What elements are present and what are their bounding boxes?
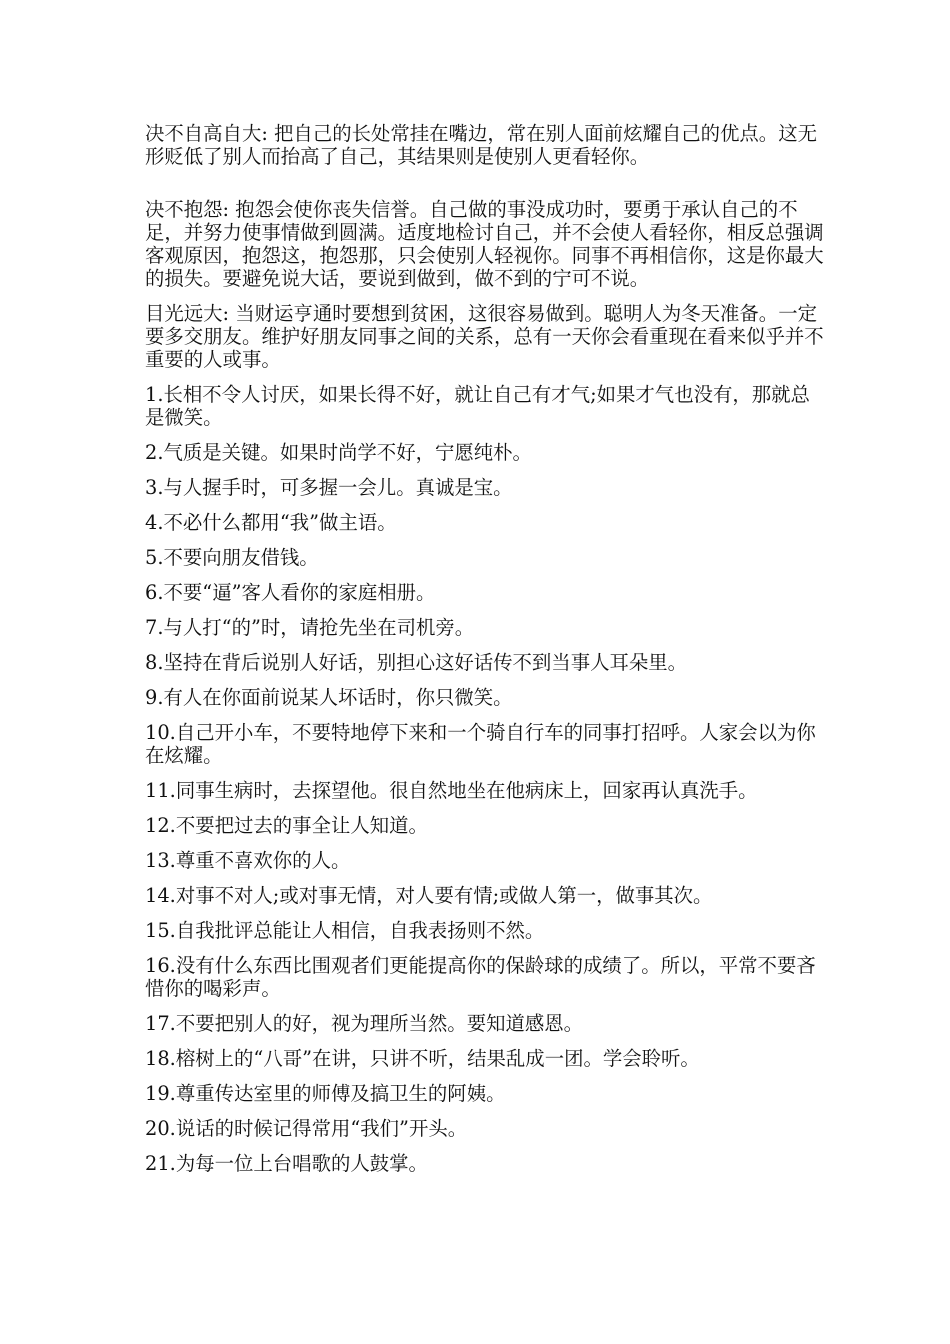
list-item: 12.不要把过去的事全让人知道。 — [145, 814, 428, 837]
list-item: 8.坚持在背后说别人好话，别担心这好话传不到当事人耳朵里。 — [145, 651, 688, 674]
document-page — [145, 122, 825, 1187]
list-item: 17.不要把别人的好，视为理所当然。要知道感恩。 — [145, 1012, 584, 1035]
paragraph-no-complaining: 决不抱怨: 抱怨会使你丧失信誉。自己做的事没成功时，要勇于承认自己的不足，并努力使事情做到圆满。适度地检讨自己，并不会使人看轻你，相反总强调客观原因，抱怨这，抱怨那，只会使别人轻视你。同事不再相信你，这是你最大的损失。要避免说大话，要说到做到，做不到的宁可不说。 — [145, 198, 824, 290]
list-item: 15.自我批评总能让人相信，自我表扬则不然。 — [145, 919, 545, 942]
list-item: 20.说话的时候记得常用“我们”开头。 — [145, 1117, 468, 1140]
tips-list — [145, 383, 825, 1175]
list-item: 19.尊重传达室里的师傅及搞卫生的阿姨。 — [145, 1082, 506, 1105]
list-item: 18.榕树上的“八哥”在讲，只讲不听，结果乱成一团。学会聆听。 — [145, 1047, 700, 1070]
list-item: 3.与人握手时，可多握一会儿。真诚是宝。 — [145, 476, 513, 499]
list-item: 11.同事生病时，去探望他。很自然地坐在他病床上，回家再认真洗手。 — [145, 779, 758, 802]
paragraph-far-sighted: 目光远大: 当财运亨通时要想到贫困，这很容易做到。聪明人为冬天准备。一定要多交朋友。维护好朋友同事之间的关系，总有一天你会看重现在看来似乎并不重要的人或事。 — [145, 302, 824, 371]
list-item: 1.长相不令人讨厌，如果长得不好，就让自己有才气;如果才气也没有，那就总是微笑。 — [145, 383, 810, 429]
paragraph-no-arrogance: 决不自高自大: 把自己的长处常挂在嘴边，常在别人面前炫耀自己的优点。这无形贬低了别人而抬高了自己，其结果则是使别人更看轻你。 — [145, 122, 817, 168]
list-item: 16.没有什么东西比围观者们更能提高你的保龄球的成绩了。所以，平常不要吝惜你的喝彩声。 — [145, 954, 816, 1000]
list-item: 21.为每一位上台唱歌的人鼓掌。 — [145, 1152, 428, 1175]
list-item: 4.不必什么都用“我”做主语。 — [145, 511, 397, 534]
list-item: 2.气质是关键。如果时尚学不好，宁愿纯朴。 — [145, 441, 532, 464]
list-item: 10.自己开小车，不要特地停下来和一个骑自行车的同事打招呼。人家会以为你在炫耀。 — [145, 721, 816, 767]
list-item: 5.不要向朋友借钱。 — [145, 546, 319, 569]
list-item: 6.不要“逼”客人看你的家庭相册。 — [145, 581, 436, 604]
list-item: 7.与人打“的”时，请抢先坐在司机旁。 — [145, 616, 475, 639]
list-item: 14.对事不对人;或对事无情，对人要有情;或做人第一，做事其次。 — [145, 884, 713, 907]
list-item: 9.有人在你面前说某人坏话时，你只微笑。 — [145, 686, 513, 709]
list-item: 13.尊重不喜欢你的人。 — [145, 849, 351, 872]
